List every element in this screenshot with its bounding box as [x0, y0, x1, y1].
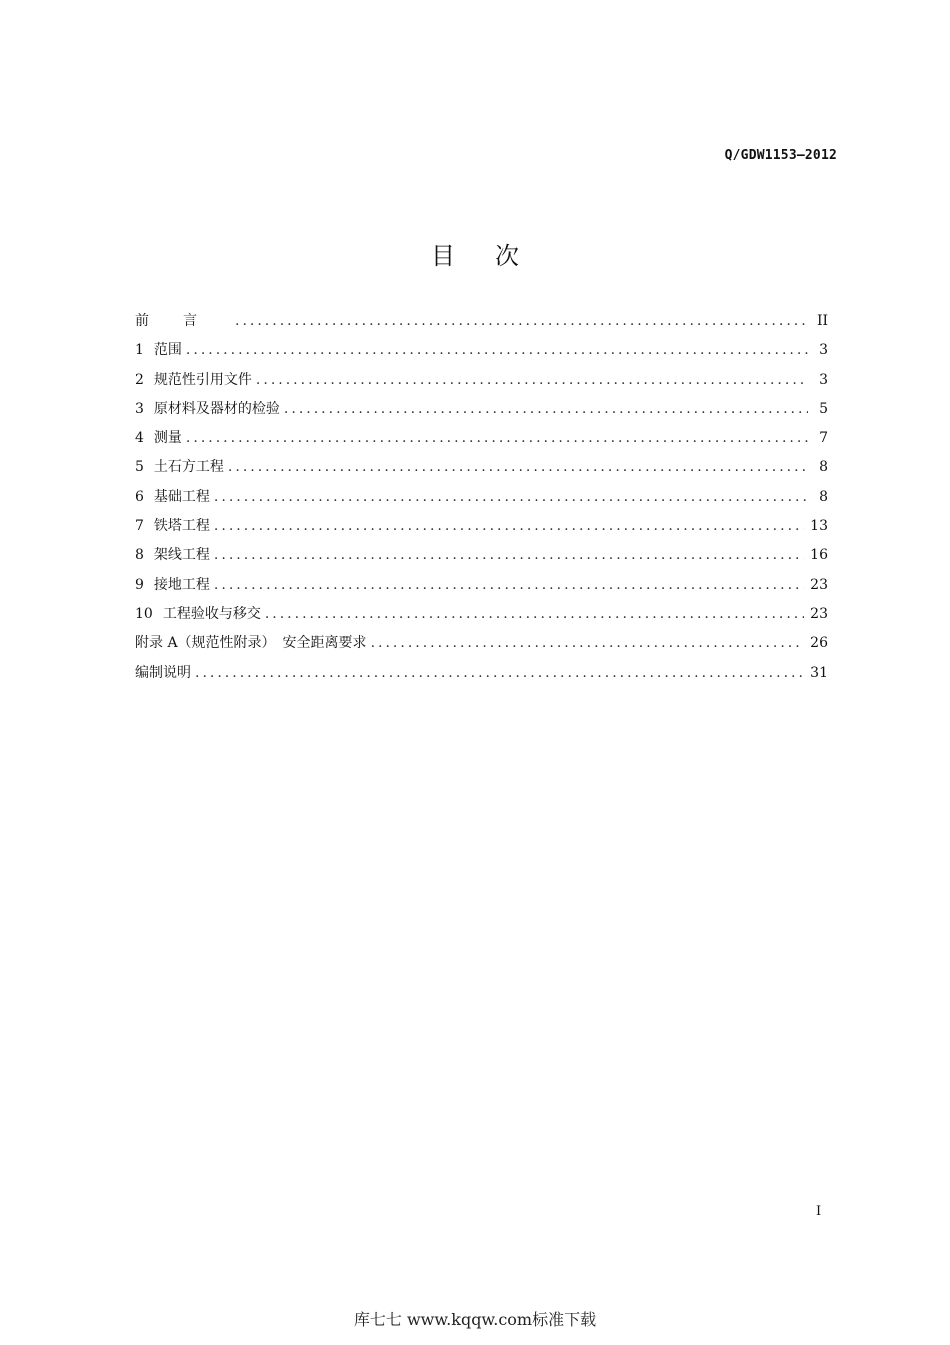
- toc-entry-label: 附录 A（规范性附录） 安全距离要求: [135, 635, 367, 652]
- toc-entry-number: 1: [135, 342, 144, 359]
- toc-entry-label: 基础工程: [153, 488, 210, 505]
- toc-entry-label: 测量: [153, 430, 182, 447]
- toc-entry-page: 3: [819, 371, 828, 388]
- toc-leader-dots: [371, 635, 805, 651]
- toc-entry-normative-references[interactable]: [135, 369, 828, 398]
- toc-leader-dots: [186, 342, 808, 358]
- toc-entry-label: 原材料及器材的检验: [153, 400, 280, 417]
- toc-leader-dots: [214, 518, 804, 534]
- toc-entry-page: 13: [810, 518, 828, 535]
- toc-entry-stringing[interactable]: [135, 544, 828, 573]
- toc-entry-label: 架线工程: [153, 547, 210, 564]
- toc-entry-label: 范围: [153, 342, 182, 359]
- toc-leader-dots: [256, 372, 808, 388]
- page-title: 目次: [431, 242, 559, 270]
- toc-entry-label: 编制说明: [135, 664, 191, 681]
- toc-entry-number: 10: [135, 605, 153, 622]
- toc-entry-survey[interactable]: [135, 427, 828, 456]
- toc-entry-page: 23: [810, 576, 828, 593]
- toc-entry-page: 23: [810, 605, 828, 622]
- toc-entry-number: 5: [135, 459, 144, 476]
- toc-entry-foundation[interactable]: [135, 486, 828, 515]
- toc-entry-number: 3: [135, 400, 144, 417]
- toc-leader-dots: [195, 665, 804, 681]
- toc-entry-page: 8: [819, 459, 828, 476]
- toc-entry-label: 前言: [135, 313, 231, 329]
- toc-entry-page: 16: [810, 547, 828, 564]
- toc-entry-page: 8: [819, 488, 828, 505]
- toc-leader-dots: [228, 459, 808, 475]
- toc-entry-page: 5: [819, 400, 828, 417]
- toc-leader-dots: [214, 489, 808, 505]
- toc-entry-page: 3: [819, 342, 828, 359]
- toc-entry-page: 31: [810, 664, 828, 681]
- toc-entry-appendix-a[interactable]: [135, 632, 828, 661]
- document-code: Q/GDW1153—2012: [724, 148, 837, 163]
- toc-leader-dots: [186, 430, 808, 446]
- toc-entry-label: 铁塔工程: [153, 518, 210, 535]
- toc-entry-label: 接地工程: [153, 576, 210, 593]
- toc-entry-number: 6: [135, 488, 144, 505]
- toc-entry-acceptance-handover[interactable]: [135, 603, 828, 632]
- toc-entry-explanation[interactable]: [135, 662, 828, 691]
- page-number: I: [816, 1204, 822, 1219]
- toc-entry-page: 7: [819, 430, 828, 447]
- toc-entry-scope[interactable]: [135, 339, 828, 368]
- toc-entry-label: 工程验收与移交: [162, 605, 261, 622]
- footer-watermark: 库七七 www.kqqw.com标准下载: [353, 1310, 597, 1329]
- toc-entry-material-inspection[interactable]: [135, 398, 828, 427]
- toc-entry-number: 2: [135, 371, 144, 388]
- toc-leader-dots: [265, 606, 804, 622]
- toc-entry-number: 8: [135, 547, 144, 564]
- toc-entry-label: 规范性引用文件: [153, 371, 252, 388]
- toc-entry-earthwork[interactable]: [135, 456, 828, 485]
- table-of-contents: [135, 310, 828, 691]
- toc-leader-dots: [235, 313, 808, 329]
- toc-leader-dots: [214, 547, 804, 563]
- toc-entry-label: 土石方工程: [153, 459, 224, 476]
- toc-entry-tower[interactable]: [135, 515, 828, 544]
- toc-entry-page: 26: [810, 635, 828, 652]
- toc-entry-number: 7: [135, 518, 144, 535]
- toc-entry-number: 4: [135, 430, 144, 447]
- toc-entry-page: II: [816, 313, 828, 329]
- toc-entry-grounding[interactable]: [135, 574, 828, 603]
- toc-leader-dots: [284, 401, 808, 417]
- toc-leader-dots: [214, 577, 804, 593]
- toc-entry-preface[interactable]: [135, 310, 828, 339]
- toc-entry-number: 9: [135, 576, 144, 593]
